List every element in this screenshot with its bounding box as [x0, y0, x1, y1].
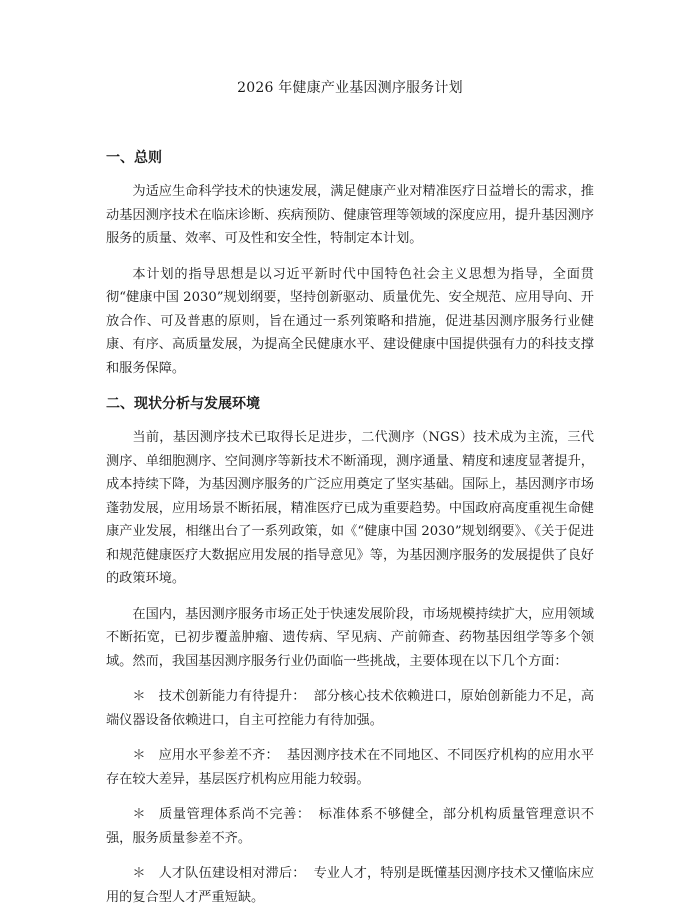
section-heading: 一、总则: [106, 150, 162, 166]
bullet-text: 专业人才，特别是既懂基因测序技术又懂临床应用的复合型人才严重短缺。: [106, 866, 595, 905]
bullet-lead: 应用水平参差不齐：: [158, 748, 279, 763]
bullet-star-icon: ＊: [132, 807, 146, 822]
section-status-analysis: [106, 394, 594, 909]
paragraph: 本计划的指导思想是以习近平新时代中国特色社会主义思想为指导，全面贯彻“健康中国 2030”规划纲要，坚持创新驱动、质量优先、安全规范、应用导向、开放合作、可及普惠的原则，旨在通过一系列策略和措施，促进基因测序服务行业健康、有序、高质量发展，为提高全民健康水平、建设健康中国提供强有力的科技支撑和服务保障。: [106, 266, 594, 376]
bullet-text: 基因测序技术在不同地区、不同医疗机构的应用水平存在较大差异，基层医疗机构应用能力较弱。: [106, 748, 595, 787]
bullet-text: 标准体系不够健全，部分机构质量管理意识不强，服务质量参差不齐。: [106, 807, 595, 846]
paragraph: 在国内，基因测序服务市场正处于快速发展阶段，市场规模持续扩大，应用领域不断拓宽，已初步覆盖肿瘤、遗传病、罕见病、产前筛查、药物基因组学等多个领域。然而，我国基因测序服务行业仍面临一些挑战，主要体现在以下几个方面：: [106, 606, 594, 669]
bullet-star-icon: ＊: [132, 866, 146, 881]
document-title: 2026 年健康产业基因测序服务计划: [237, 80, 463, 96]
paragraph: 当前，基因测序技术已取得长足进步，二代测序（NGS）技术成为主流，三代测序、单细胞测序、空间测序等新技术不断涌现，测序通量、精度和速度显著提升，成本持续下降，为基因测序服务的广泛应用奠定了坚实基础。国际上，基因测序市场蓬勃发展，应用场景不断拓展，精准医疗已成为重要趋势。中国政府高度重视生命健康产业发展，相继出台了一系列政策，如《“健康中国 2030”规划纲要》、《关于促进和规范健康医疗大数据应用发展的指导意见》等，为基因测序服务的发展提供了良好的政策环境。: [106, 430, 594, 586]
section-heading: 二、现状分析与发展环境: [106, 396, 260, 412]
bullet-lead: 技术创新能力有待提升：: [158, 689, 306, 704]
bullet-item: [106, 803, 594, 850]
bullet-star-icon: ＊: [132, 689, 146, 704]
bullet-lead: 质量管理体系尚不完善：: [158, 807, 311, 822]
paragraph: 为适应生命科学技术的快速发展，满足健康产业对精准医疗日益增长的需求，推动基因测序技术在临床诊断、疾病预防、健康管理等领域的深度应用，提升基因测序服务的质量、效率、可及性和安全性，特制定本计划。: [106, 184, 594, 246]
bullet-lead: 人才队伍建设相对滞后：: [158, 866, 306, 881]
bullet-item: [106, 744, 594, 791]
bullet-text: 部分核心技术依赖进口，原始创新能力不足，高端仪器设备依赖进口，自主可控能力有待加强。: [106, 689, 595, 728]
section-general: [106, 148, 594, 380]
bullet-star-icon: ＊: [132, 748, 146, 763]
bullet-item: [106, 862, 594, 909]
bullet-item: [106, 685, 594, 732]
